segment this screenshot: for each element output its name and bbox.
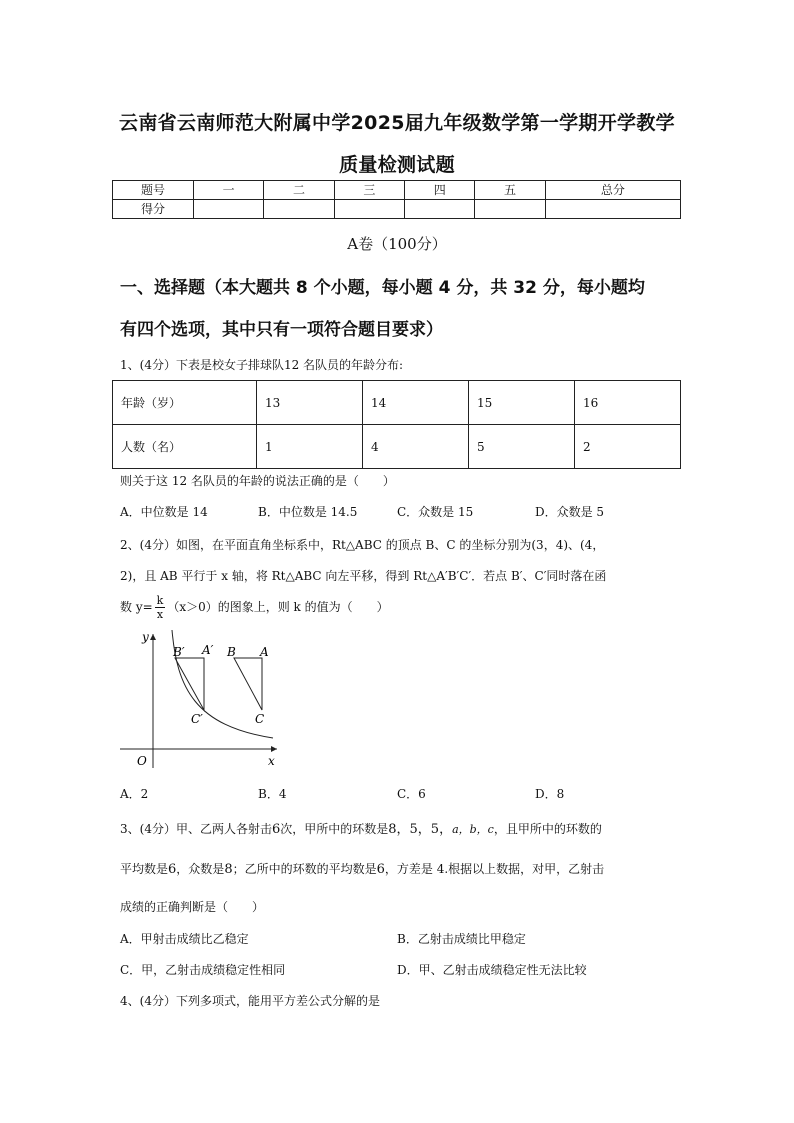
q3-shots-count: 6 bbox=[271, 822, 281, 837]
fraction-numerator: k bbox=[156, 594, 164, 607]
q1-cell: 1 bbox=[257, 425, 363, 469]
q3-text: ；乙所中的环数的平均数是 bbox=[232, 862, 377, 876]
q3-text: 次，甲所中的环数是 bbox=[280, 822, 389, 836]
q1-option-c[interactable]: C．众数是 15 bbox=[397, 505, 474, 519]
q1-age-row bbox=[113, 381, 681, 425]
q1-cell: 2 bbox=[575, 425, 681, 469]
q2-coordinate-figure bbox=[115, 628, 285, 773]
score-cell: 二 bbox=[264, 181, 334, 200]
q1-count-row bbox=[113, 425, 681, 469]
score-blank[interactable] bbox=[264, 200, 334, 219]
point-a-label: A bbox=[260, 645, 269, 659]
triangle-abc bbox=[234, 658, 262, 710]
score-cell: 五 bbox=[475, 181, 545, 200]
q1-cell: 年龄（岁） bbox=[113, 381, 257, 425]
q1-cell: 13 bbox=[257, 381, 363, 425]
q1-cell: 16 bbox=[575, 381, 681, 425]
score-blank[interactable] bbox=[194, 200, 264, 219]
q1-cell: 15 bbox=[469, 381, 575, 425]
score-table bbox=[112, 180, 681, 219]
q1-cell: 5 bbox=[469, 425, 575, 469]
q3-mean-jia: 6 bbox=[168, 862, 177, 877]
origin-label: O bbox=[137, 754, 147, 768]
score-cell: 总分 bbox=[545, 181, 680, 200]
score-table-header-row bbox=[113, 181, 681, 200]
q1-cell: 4 bbox=[363, 425, 469, 469]
q2-line-2: 2)，且 AB 平行于 x 轴，将 Rt△ABC 向左平移，得到 Rt△A′B′C′．若点 B′、C′同时落在函 bbox=[120, 569, 607, 583]
fraction-denominator: x bbox=[156, 608, 164, 621]
score-table-score-row bbox=[113, 200, 681, 219]
q1-option-b[interactable]: B．中位数是 14.5 bbox=[258, 505, 358, 519]
q2-line-1: 2、(4分）如图，在平面直角坐标系中，Rt△ABC 的顶点 B、C 的坐标分别为(3，4)、(4， bbox=[120, 538, 605, 552]
k-over-x-fraction bbox=[155, 594, 166, 621]
score-cell: 一 bbox=[194, 181, 264, 200]
q3-option-a[interactable]: A．甲射击成绩比乙稳定 bbox=[120, 932, 249, 946]
y-axis-label: y bbox=[142, 630, 149, 644]
q2-option-d[interactable]: D．8 bbox=[535, 787, 565, 801]
q3-rings-numbers: 8，5，5， bbox=[388, 822, 453, 837]
q3-mean-yi: 6 bbox=[376, 862, 385, 877]
q2-line-3 bbox=[120, 594, 389, 621]
score-blank[interactable] bbox=[545, 200, 680, 219]
score-cell: 题号 bbox=[113, 181, 194, 200]
q1-age-table bbox=[112, 380, 681, 469]
triangle-abc-prime bbox=[175, 658, 204, 710]
q2-option-a[interactable]: A．2 bbox=[120, 787, 149, 801]
q3-line-2 bbox=[120, 860, 604, 877]
x-axis-label: x bbox=[268, 754, 275, 768]
q3-option-d[interactable]: D．甲、乙射击成绩稳定性无法比较 bbox=[397, 963, 587, 977]
q2-line-3-prefix: 数 y= bbox=[120, 600, 153, 614]
title-line-2: 质量检测试题 bbox=[339, 154, 455, 176]
q3-text: ，方差是 4.根据以上数据，对甲，乙射击 bbox=[384, 862, 605, 876]
point-c-prime-label: C′ bbox=[191, 712, 203, 726]
point-b-prime-label: B′ bbox=[173, 645, 185, 659]
q3-text: 3、(4分）甲、乙两人各射击 bbox=[120, 822, 272, 836]
q2-option-b[interactable]: B．4 bbox=[258, 787, 287, 801]
score-cell: 三 bbox=[334, 181, 404, 200]
q1-option-a[interactable]: A．中位数是 14 bbox=[120, 505, 208, 519]
section-1-heading-line-2: 有四个选项，其中只有一项符合题目要求） bbox=[120, 320, 443, 340]
point-c-label: C bbox=[255, 712, 265, 726]
q3-line-3: 成绩的正确判断是（ ） bbox=[120, 900, 265, 914]
q1-cell: 人数（名） bbox=[113, 425, 257, 469]
q3-line-1 bbox=[120, 818, 602, 837]
score-row-label: 得分 bbox=[113, 200, 194, 219]
q3-text: ，众数是 bbox=[176, 862, 225, 876]
q2-option-c[interactable]: C．6 bbox=[397, 787, 426, 801]
q1-option-d[interactable]: D．众数是 5 bbox=[535, 505, 605, 519]
volume-heading: A卷（100分） bbox=[347, 235, 447, 253]
q4-stem: 4、(4分）下列多项式，能用平方差公式分解的是 bbox=[120, 994, 380, 1008]
section-1-heading-line-1: 一、选择题（本大题共 8 个小题，每小题 4 分，共 32 分，每小题均 bbox=[120, 278, 645, 298]
score-blank[interactable] bbox=[405, 200, 475, 219]
score-cell: 四 bbox=[405, 181, 475, 200]
q3-option-b[interactable]: B．乙射击成绩比甲稳定 bbox=[397, 932, 526, 946]
q1-stem: 1、(4分）下表是校女子排球队12 名队员的年龄分布: bbox=[120, 358, 404, 372]
title-line-1: 云南省云南师范大附属中学2025届九年级数学第一学期开学教学 bbox=[119, 112, 675, 134]
q3-option-c[interactable]: C．甲，乙射击成绩稳定性相同 bbox=[120, 963, 286, 977]
q1-question: 则关于这 12 名队员的年龄的说法正确的是（ ） bbox=[120, 474, 395, 488]
q1-cell: 14 bbox=[363, 381, 469, 425]
q3-text: 平均数是 bbox=[120, 862, 169, 876]
q3-mode-jia: 8 bbox=[224, 862, 233, 877]
score-blank[interactable] bbox=[334, 200, 404, 219]
q3-rings-variables: a，b，c bbox=[452, 823, 494, 836]
point-b-label: B bbox=[227, 645, 236, 659]
point-a-prime-label: A′ bbox=[202, 643, 214, 657]
q3-text: ，且甲所中的环数的 bbox=[493, 822, 602, 836]
q2-line-3-suffix: （x＞0）的图象上，则 k 的值为（ ） bbox=[167, 600, 389, 614]
score-blank[interactable] bbox=[475, 200, 545, 219]
